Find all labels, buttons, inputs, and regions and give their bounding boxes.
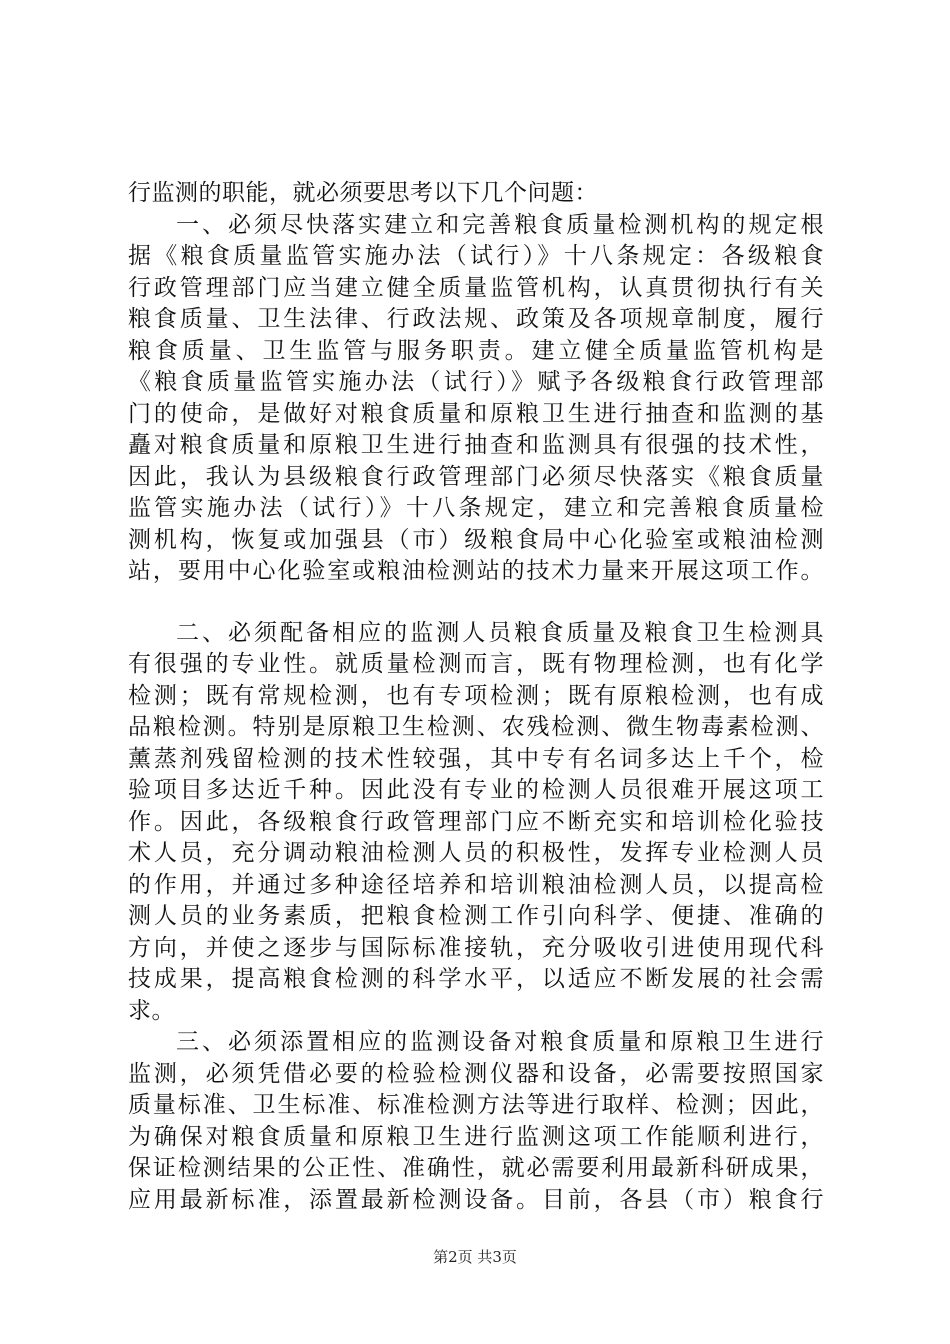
document-body bbox=[128, 178, 824, 1216]
text-line: 监测，必须凭借必要的检验检测仪器和设备，必需要按照国家 bbox=[128, 1060, 824, 1087]
text-line: 因此，我认为县级粮食行政管理部门必须尽快落实《粮食质量 bbox=[128, 463, 824, 490]
text-line: 品粮检测。特别是原粮卫生检测、农残检测、微生物毒素检测、 bbox=[128, 714, 824, 740]
text-line: 作。因此，各级粮食行政管理部门应不断充实和培训检化验技 bbox=[128, 808, 824, 835]
page-number-footer: 第2页 共3页 bbox=[433, 1248, 517, 1266]
text-line: 的作用，并通过多种途径培养和培训粮油检测人员，以提高检 bbox=[128, 871, 824, 898]
text-line: 检测；既有常规检测，也有专项检测；既有原粮检测，也有成 bbox=[128, 682, 824, 709]
text-line: 测机构，恢复或加强县（市）级粮食局中心化验室或粮油检测 bbox=[128, 526, 824, 553]
text-line: 三、必须添置相应的监测设备对粮食质量和原粮卫生进行 bbox=[176, 1029, 824, 1055]
text-line: 方向，并使之逐步与国际标准接轨，充分吸收引进使用现代科 bbox=[128, 934, 824, 961]
text-line: 二、必须配备相应的监测人员粮食质量及粮食卫生检测具 bbox=[176, 619, 824, 646]
text-line: 为确保对粮食质量和原粮卫生进行监测这项工作能顺利进行， bbox=[128, 1123, 824, 1150]
text-line: 验项目多达近千种。因此没有专业的检测人员很难开展这项工 bbox=[128, 777, 824, 803]
text-line: 质量标准、卫生标准、标准检测方法等进行取样、检测；因此， bbox=[128, 1092, 824, 1118]
text-line: 监管实施办法（试行）》十八条规定，建立和完善粮食质量检 bbox=[128, 495, 824, 521]
text-line: 保证检测结果的公正性、准确性，就必需要利用最新科研成果， bbox=[128, 1155, 824, 1181]
text-line: 据《粮食质量监管实施办法（试行）》十八条规定：各级粮食 bbox=[128, 243, 824, 269]
text-line: 粮食质量、卫生法律、行政法规、政策及各项规章制度，履行 bbox=[128, 306, 824, 332]
text-line: 测人员的业务素质，把粮食检测工作引向科学、便捷、准确的 bbox=[128, 903, 824, 929]
text-line: 《粮食质量监管实施办法（试行）》赋予各级粮食行政管理部 bbox=[128, 369, 824, 395]
text-line: 行政管理部门应当建立健全质量监管机构，认真贯彻执行有关 bbox=[128, 274, 824, 301]
text-line: 应用最新标准，添置最新检测设备。目前，各县（市）粮食行 bbox=[128, 1186, 824, 1213]
text-line: 粮食质量、卫生监管与服务职责。建立健全质量监管机构是 bbox=[128, 337, 824, 364]
text-line: 门的使命，是做好对粮食质量和原粮卫生进行抽查和监测的基 bbox=[128, 400, 824, 427]
text-line: 行监测的职能，就必须要思考以下几个问题： bbox=[128, 180, 598, 206]
text-line: 薰蒸剂残留检测的技术性较强，其中专有名词多达上千个，检 bbox=[128, 745, 824, 772]
text-line: 技成果，提高粮食检测的科学水平，以适应不断发展的社会需 bbox=[128, 966, 824, 992]
text-line: 一、必须尽快落实建立和完善粮食质量检测机构的规定根 bbox=[176, 211, 824, 238]
text-line: 矗对粮食质量和原粮卫生进行抽查和监测具有很强的技术性， bbox=[128, 432, 824, 458]
text-line: 术人员，充分调动粮油检测人员的积极性，发挥专业检测人员 bbox=[128, 840, 824, 866]
paragraph-gap bbox=[128, 588, 824, 618]
text-line: 站，要用中心化验室或粮油检测站的技术力量来开展这项工作。 bbox=[128, 558, 824, 584]
text-line: 有很强的专业性。就质量检测而言，既有物理检测，也有化学 bbox=[128, 651, 824, 677]
text-line: 求。 bbox=[128, 997, 175, 1024]
